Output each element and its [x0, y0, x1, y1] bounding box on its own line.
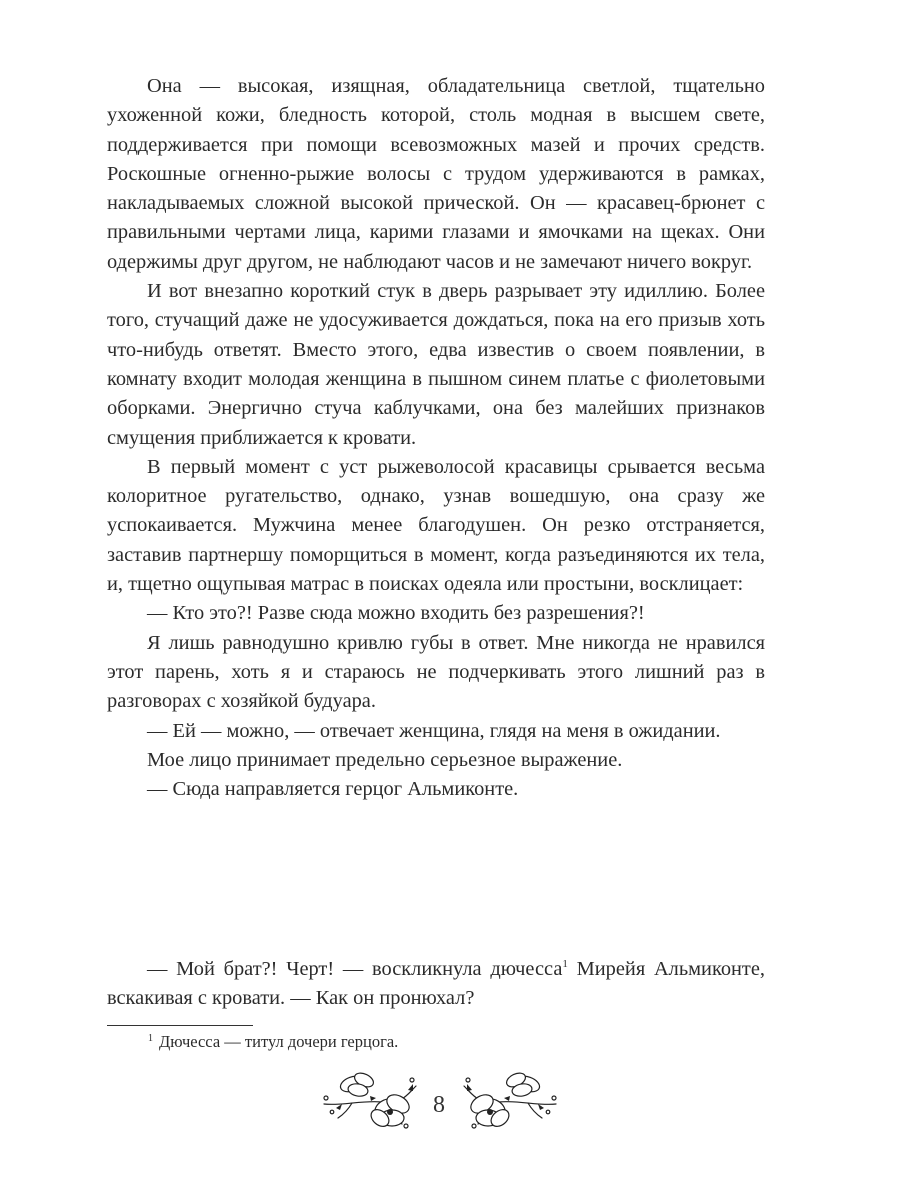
paragraph-2: И вот внезапно короткий стук в дверь разрывает эту идиллию. Более того, стучащий даже не удосуживается дождаться, пока на его призыв хоть что-нибудь ответят. Вместо этого, едва известив о своем появлении, в комнату входит молодая женщина в пышном синем платье с фиолетовыми оборками. Энергично стуча каблучками, она без малейших признаков смущения приближается к кровати.: [107, 280, 765, 449]
paragraph-4: — Кто это?! Разве сюда можно входить без разрешения?!: [147, 602, 645, 625]
footnote-text: Дючесса — титул дочери герцога.: [159, 1032, 399, 1051]
magnolia-branch-icon: [462, 1066, 558, 1132]
main-text: [107, 72, 765, 804]
footnote-reference[interactable]: 1: [562, 958, 568, 971]
footnote: [148, 1031, 398, 1053]
paragraph-9: [107, 955, 765, 1014]
scene-break-text: [107, 955, 765, 1014]
footnote-separator: [107, 1025, 253, 1026]
page-footer: [0, 1066, 900, 1146]
paragraph-5: Я лишь равнодушно кривлю губы в ответ. Мне никогда не нравился этот парень, хоть я и стараюсь не подчеркивать этого лишний раз в разговорах с хозяйкой будуара.: [107, 631, 765, 713]
page-number: 8: [433, 1092, 445, 1118]
paragraph-1: Она — высокая, изящная, обладательница светлой, тщательно ухоженной кожи, бледность которой, столь модная в высшем свете, поддерживается при помощи всевозможных мазей и прочих средств. Роскошные огненно-рыжие волосы с трудом удерживаются в рамках, накладываемых сложной высокой прической. Он — красавец-брюнет с правильными чертами лица, карими глазами и ямочками на щеках. Они одержимы друг другом, не наблюдают часов и не замечают ничего вокруг.: [107, 75, 765, 273]
paragraph-3: В первый момент с уст рыжеволосой красавицы срывается весьма колоритное ругательство, однако, узнав вошедшую, она сразу же успокаивается. Мужчина менее благодушен. Он резко отстраняется, заставив партнершу поморщиться в момент, когда разъединяются их тела, и, тщетно ощупывая матрас в поисках одеяла или простыни, восклицает:: [107, 455, 765, 596]
magnolia-branch-icon: [322, 1066, 418, 1132]
paragraph-7: Мое лицо принимает предельно серьезное выражение.: [147, 748, 623, 771]
paragraph-8: — Сюда направляется герцог Альмиконте.: [147, 778, 519, 801]
footnote-marker: 1: [148, 1032, 153, 1044]
paragraph-6: — Ей — можно, — отвечает женщина, глядя на меня в ожидании.: [147, 719, 721, 742]
paragraph-9-start: — Мой брат?! Черт! — воскликнула дючесса: [147, 958, 563, 980]
paragraph-9-end: Мирейя Альмиконте, вскакивая с кровати. — Как он пронюхал?: [107, 958, 765, 1010]
